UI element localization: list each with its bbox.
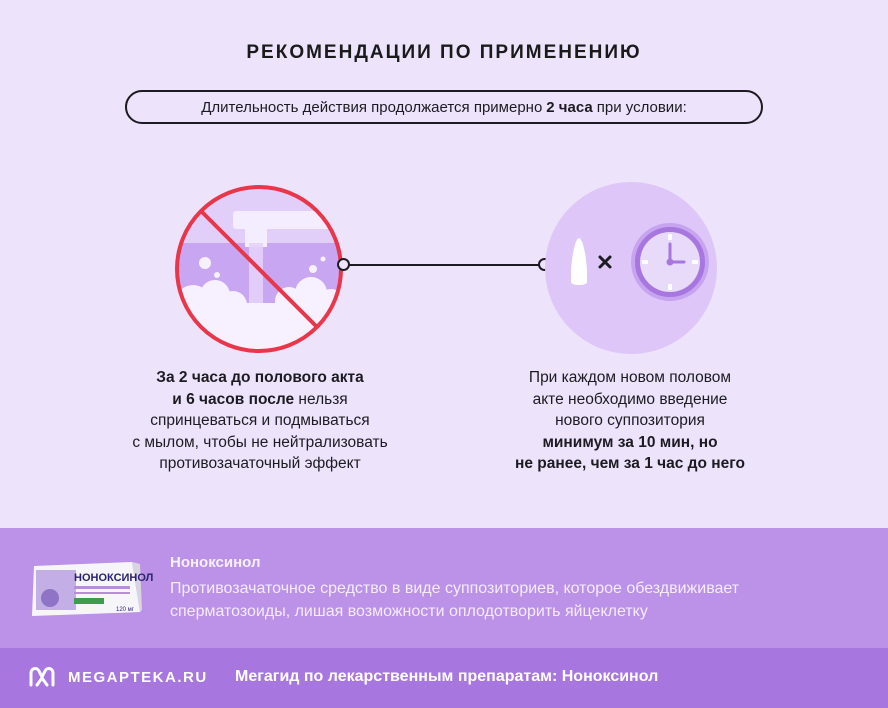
megapteka-logo-icon xyxy=(28,665,56,689)
duration-banner xyxy=(125,90,763,124)
left-caption-line1: За 2 часа до полового акта xyxy=(156,369,364,386)
suppository-clock-icon xyxy=(545,182,717,354)
product-box-image xyxy=(28,558,154,620)
duration-bold: 2 часа xyxy=(546,98,593,116)
right-caption-line1: При каждом новом половом xyxy=(528,369,732,386)
footer xyxy=(0,648,888,708)
right-caption xyxy=(484,367,776,475)
footer-brand[interactable]: MEGAPTEKA.RU xyxy=(68,669,208,686)
right-caption-line5: не ранее, чем за 1 час до него xyxy=(515,455,745,472)
right-caption-line4: минимум за 10 мин, но xyxy=(542,433,718,451)
left-caption-line2-bold: и 6 часов после xyxy=(172,390,295,408)
no-washing-icon xyxy=(173,183,345,355)
product-name: Ноноксинол xyxy=(170,554,261,571)
product-band xyxy=(0,528,888,648)
product-box-dose: 120 мг xyxy=(116,607,134,613)
left-caption-line3: спринцеваться и подмываться xyxy=(150,412,370,429)
left-caption-line4: с мылом, чтобы не нейтрализовать xyxy=(132,433,388,451)
product-description: Противозачаточное средство в виде суппозиториев, которое обездвиживает сперматозоиды, лишая возможности оплодотворить яйцеклетку xyxy=(170,580,740,620)
right-caption-line3: нового суппозитория xyxy=(555,412,705,429)
left-caption-line5: противозачаточный эффект xyxy=(159,455,361,472)
product-box-label: НОНОКСИНОЛ xyxy=(74,572,154,584)
left-caption xyxy=(110,367,410,475)
left-caption-line2-rest: нельзя xyxy=(294,390,348,408)
connector-dot-left xyxy=(337,258,350,271)
connector-line xyxy=(344,264,544,266)
duration-suffix: при условии: xyxy=(596,98,687,116)
page-title: РЕКОМЕНДАЦИИ ПО ПРИМЕНЕНИЮ xyxy=(246,42,642,63)
right-caption-line2: акте необходимо введение xyxy=(532,390,728,408)
footer-guide-title: Мегагид по лекарственным препаратам: Ноноксинол xyxy=(235,668,659,685)
duration-prefix: Длительность действия продолжается примерно xyxy=(201,98,543,116)
